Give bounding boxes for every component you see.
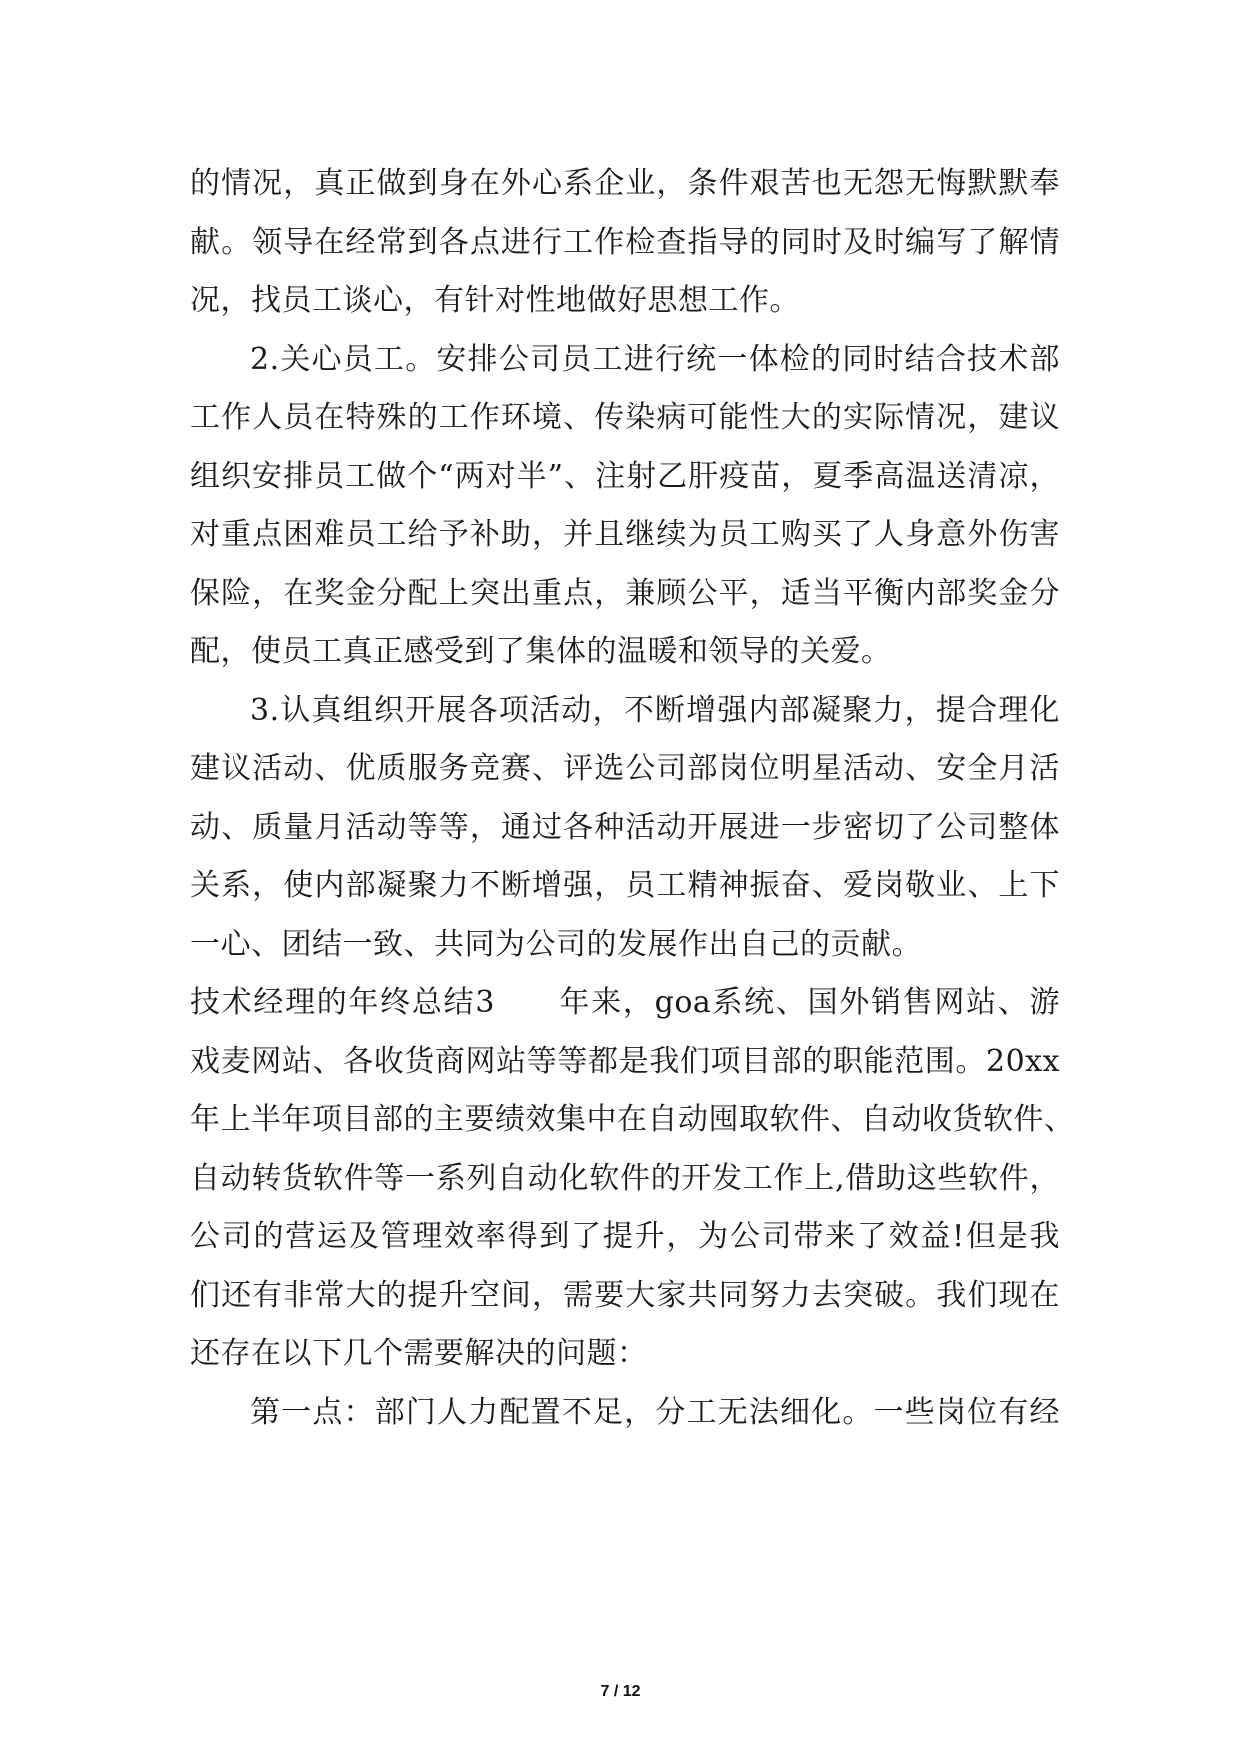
text-line: 建议活动、优质服务竞赛、评选公司部岗位明星活动、安全月活 xyxy=(190,751,1060,786)
text-line: 戏麦网站、各收货商网站等等都是我们项目部的职能范围。20xx xyxy=(190,1043,1060,1079)
text-line: 2.关心员工。安排公司员工进行统一体检的同时结合技术部 xyxy=(250,341,1060,377)
text-line: 一心、团结一致、共同为公司的发展作出自己的贡献。 xyxy=(190,926,922,962)
text-line: 保险，在奖金分配上突出重点，兼顾公平，适当平衡内部奖金分 xyxy=(190,575,1060,611)
text-line: 组织安排员工做个“两对半”、注射乙肝疫苗，夏季高温送清凉， xyxy=(190,458,1060,494)
text-line: 关系，使内部凝聚力不断增强，员工精神振奋、爱岗敬业、上下 xyxy=(190,868,1060,903)
text-line: 的情况，真正做到身在外心系企业，条件艰苦也无怨无悔默默奉 xyxy=(190,166,1060,201)
text-line: 自动转货软件等一系列自动化软件的开发工作上,借助这些软件， xyxy=(190,1160,1060,1196)
text-line: 3.认真组织开展各项活动，不断增强内部凝聚力，提合理化 xyxy=(250,692,1060,728)
text-line: 对重点困难员工给予补助，并且继续为员工购买了人身意外伤害 xyxy=(190,517,1060,552)
text-line: 技术经理的年终总结3 年来，goa系统、国外销售网站、游 xyxy=(190,985,1060,1020)
text-line: 献。领导在经常到各点进行工作检查指导的同时及时编写了解情 xyxy=(190,224,1060,260)
text-line: 动、质量月活动等等，通过各种活动开展进一步密切了公司整体 xyxy=(190,809,1060,845)
text-line: 年上半年项目部的主要绩效集中在自动囤取软件、自动收货软件、 xyxy=(190,1102,1075,1137)
text-line: 工作人员在特殊的工作环境、传染病可能性大的实际情况，建议 xyxy=(190,400,1060,435)
text-line: 第一点：部门人力配置不足，分工无法细化。一些岗位有经 xyxy=(250,1394,1060,1430)
document-body xyxy=(190,155,1075,1442)
text-line: 还存在以下几个需要解决的问题： xyxy=(190,1336,648,1371)
page-number: 7 / 12 xyxy=(600,1683,641,1700)
text-line: 们还有非常大的提升空间，需要大家共同努力去突破。我们现在 xyxy=(190,1277,1060,1313)
text-line: 配，使员工真正感受到了集体的温暖和领导的关爱。 xyxy=(190,634,892,669)
text-line: 况，找员工谈心，有针对性地做好思想工作。 xyxy=(190,283,800,318)
text-line: 公司的营运及管理效率得到了提升，为公司带来了效益!但是我 xyxy=(190,1219,1060,1254)
